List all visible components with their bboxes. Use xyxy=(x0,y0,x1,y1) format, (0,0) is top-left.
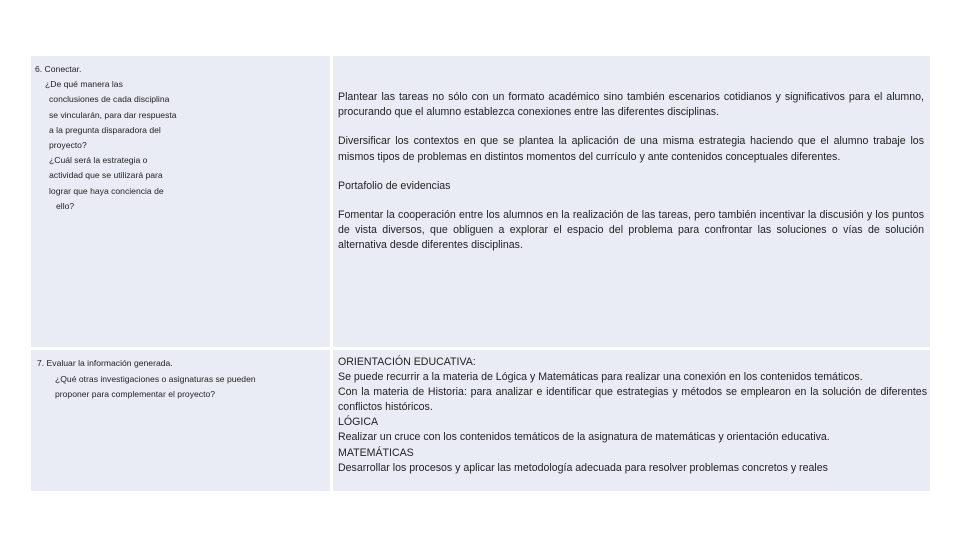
question-line: proyecto? xyxy=(49,140,87,151)
content-table xyxy=(31,56,930,491)
answer-line: Con la materia de Historia: para analizar e identificar que estrategias y métodos se emplearon en la solución de diferentes conflictos históricos. xyxy=(338,386,927,414)
question-line: se vincularán, para dar respuesta xyxy=(49,109,177,120)
answer-paragraph: Plantear las tareas no sólo con un formato académico sino también escenarios cotidianos y significativos para el alumno, procurando que el alumno establezca conexiones entre las diferentes disciplinas. xyxy=(338,91,924,119)
step-title: 7. Evaluar la información generada. xyxy=(37,358,173,368)
cell-conectar-answer xyxy=(333,56,930,347)
question-line: actividad que se utilizará para xyxy=(49,170,163,181)
cell-evaluar-answer xyxy=(333,350,930,491)
question-line: lograr que haya conciencia de xyxy=(49,185,164,196)
section-heading: LÓGICA xyxy=(338,416,379,429)
question-line: proponer para complementar el proyecto? xyxy=(55,389,216,399)
cell-conectar-question xyxy=(31,56,330,347)
table-row-evaluar xyxy=(31,350,930,491)
question-line: ello? xyxy=(56,200,75,211)
step-title: 6. Conectar. xyxy=(35,64,82,74)
question-line: a la pregunta disparadora del xyxy=(49,124,161,135)
question-line: ¿De qué manera las xyxy=(45,79,123,90)
section-heading: ORIENTACIÓN EDUCATIVA: xyxy=(338,356,476,368)
cell-evaluar-question xyxy=(31,350,330,491)
answer-paragraph: Portafolio de evidencias xyxy=(338,179,451,192)
question-line: ¿Qué otras investigaciones o asignaturas se pueden xyxy=(55,373,256,384)
section-heading: MATEMÁTICAS xyxy=(338,446,414,459)
answer-line: Realizar un cruce con los contenidos temáticos de la asignatura de matemáticas y orientación educativa. xyxy=(338,431,830,444)
answer-line: Se puede recurrir a la materia de Lógica y Matemáticas para realizar una conexión en los contenidos temáticos. xyxy=(338,371,863,384)
answer-paragraph: Fomentar la cooperación entre los alumnos en la realización de las tareas, pero también incentivar la discusión y los puntos de vista diversos, que obliguen a explorar el espacio del problema para confrontar las soluciones o vías de solución alternativa desde diferentes disciplinas. xyxy=(338,209,924,252)
question-line: ¿Cuál será la estrategia o xyxy=(49,155,148,166)
answer-paragraph: Diversificar los contextos en que se plantea la aplicación de una misma estrategia haciendo que el alumno trabaje los mismos tipos de problemas en distintos momentos del currículo y ante contenidos conceptuales diferentes. xyxy=(338,135,924,163)
answer-line: Desarrollar los procesos y aplicar las metodología adecuada para resolver problemas concretos y reales xyxy=(338,461,828,474)
table-row-conectar xyxy=(31,56,930,347)
question-line: conclusiones de cada disciplina xyxy=(49,94,170,105)
